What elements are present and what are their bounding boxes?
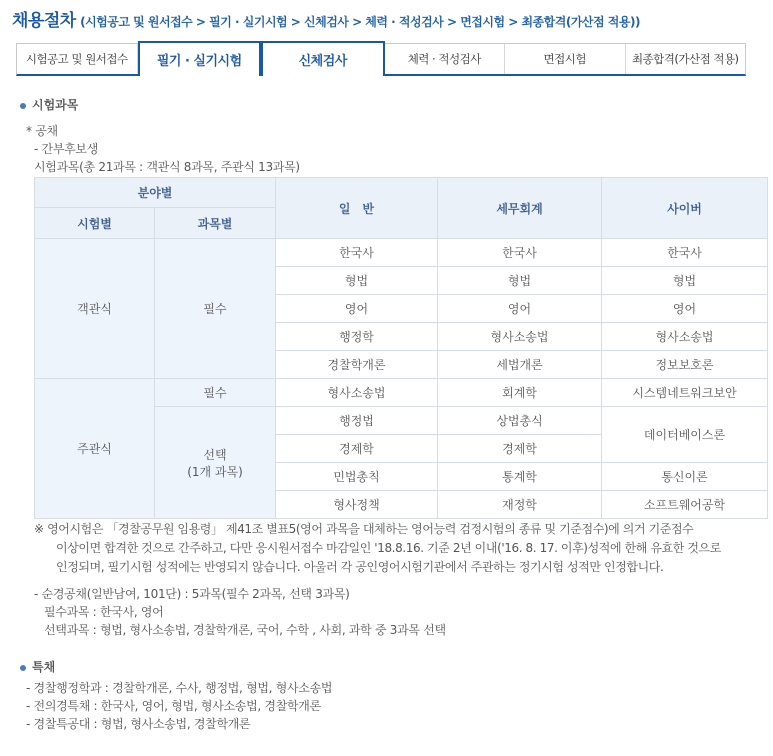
table-cell: 형사소송법: [438, 323, 602, 351]
table-cell: 행정법: [276, 407, 438, 435]
table-cell: 형법: [276, 267, 438, 295]
table-cell: 형사소송법: [602, 323, 768, 351]
section-heading-special: 특채: [20, 658, 55, 675]
subjects-table: [34, 177, 768, 519]
table-cell: 민법총칙: [276, 463, 438, 491]
constable-elective: 선택과목 : 형법, 형사소송법, 경찰학개론, 국어, 수학 , 사회, 과학 중 3과목 선택: [44, 623, 446, 637]
table-cell: 형법: [602, 267, 768, 295]
table-cell: 영어: [602, 295, 768, 323]
table-cell: 한국사: [438, 239, 602, 267]
table-cell: 소프트웨어공학: [602, 491, 768, 519]
english-test-note: ※ 영어시험은 「경찰공무원 임용령」 제41조 별표5(영어 과목을 대체하는 영어능력 검정시험의 종류 및 기준점수)에 의거 기준점수 이상이면 합격한 것으로 간주하고, 다만 응시원서접수 마감일인 '18.8.16. 기준 2년 이내('16. 8. 17. 이후)성적에 한해 유효한 것으로 인정되며, 필기시험 성적에는 반영되지 않습니다. 아울러 각 공인영어시험기관에서 주관하는 정기시험 성적만 인정합니다.: [34, 522, 721, 574]
tab-interview[interactable]: 면접시험: [505, 44, 626, 74]
required-label: 필수: [155, 239, 276, 379]
open-recruit-label: * 공채: [26, 124, 58, 138]
header-general: 일 반: [276, 178, 438, 239]
table-cell: 재정학: [438, 491, 602, 519]
tab-fitness-test[interactable]: 체력 · 적성검사: [385, 44, 506, 74]
special-conscript: - 전의경특채 : 한국사, 영어, 형법, 형사소송법, 경찰학개론: [26, 699, 321, 713]
bullet-icon: [20, 103, 26, 109]
tab-physical-exam[interactable]: 신체검사: [261, 41, 385, 76]
table-cell: 정보보호론: [602, 351, 768, 379]
table-cell: 영어: [438, 295, 602, 323]
special-police-admin: - 경찰행정학과 : 경찰학개론, 수사, 행정법, 형법, 형사소송법: [26, 681, 333, 695]
header-subject-type: 과목별: [155, 208, 276, 239]
table-cell: 형법: [438, 267, 602, 295]
header-exam-type: 시험별: [35, 208, 155, 239]
header-tax: 세무회계: [438, 178, 602, 239]
tab-final-pass[interactable]: 최종합격(가산점 적용): [626, 44, 746, 74]
asterisk-icon: *: [26, 124, 32, 138]
table-cell: 한국사: [602, 239, 768, 267]
table-cell: 경제학: [438, 435, 602, 463]
table-cell: 형사정책: [276, 491, 438, 519]
page-title-main: 채용절차: [12, 11, 76, 31]
constable-recruit-title: - 순경공채(일반남여, 101단) : 5과목(필수 2과목, 선택 3과목): [34, 587, 350, 601]
table-cell: 회계학: [438, 379, 602, 407]
subjective-label: 주관식: [35, 379, 155, 519]
header-cyber: 사이버: [602, 178, 768, 239]
process-tabs: [16, 43, 746, 76]
table-cell: 형사소송법: [276, 379, 438, 407]
header-field: 분야별: [35, 178, 276, 208]
constable-required: 필수과목 : 한국사, 영어: [44, 605, 164, 619]
page-title: [12, 6, 640, 31]
table-cell: 시스템네트워크보안: [602, 379, 768, 407]
table-cell: 데이터베이스론: [602, 407, 768, 463]
bullet-icon: [20, 665, 26, 671]
table-cell: 한국사: [276, 239, 438, 267]
tab-announcement[interactable]: 시험공고 및 원서접수: [17, 44, 138, 74]
table-cell: 통계학: [438, 463, 602, 491]
tab-written-exam[interactable]: 필기 · 실기시험: [138, 41, 262, 76]
required-label-2: 필수: [155, 379, 276, 407]
table-cell: 경제학: [276, 435, 438, 463]
objective-label: 객관식: [35, 239, 155, 379]
cadet-label: - 간부후보생: [34, 142, 99, 156]
table-cell: 영어: [276, 295, 438, 323]
table-cell: 경찰학개론: [276, 351, 438, 379]
subject-summary: 시험과목(총 21과목 : 객관식 8과목, 주관식 13과목): [34, 160, 300, 174]
table-cell: 행정학: [276, 323, 438, 351]
section-heading-subjects: 시험과목: [20, 96, 78, 113]
table-cell: 통신이론: [602, 463, 768, 491]
table-cell: 상법총식: [438, 407, 602, 435]
page-title-breadcrumb: (시험공고 및 원서접수 > 필기 · 실기시험 > 신체검사 > 체력 · 적성검사 > 면접시험 > 최종합격(가산점 적용)): [80, 15, 640, 29]
table-cell: 세법개론: [438, 351, 602, 379]
special-swat: - 경찰특공대 : 형법, 형사소송법, 경찰학개론: [26, 717, 251, 731]
elective-label: 선택 (1개 과목): [155, 407, 276, 519]
